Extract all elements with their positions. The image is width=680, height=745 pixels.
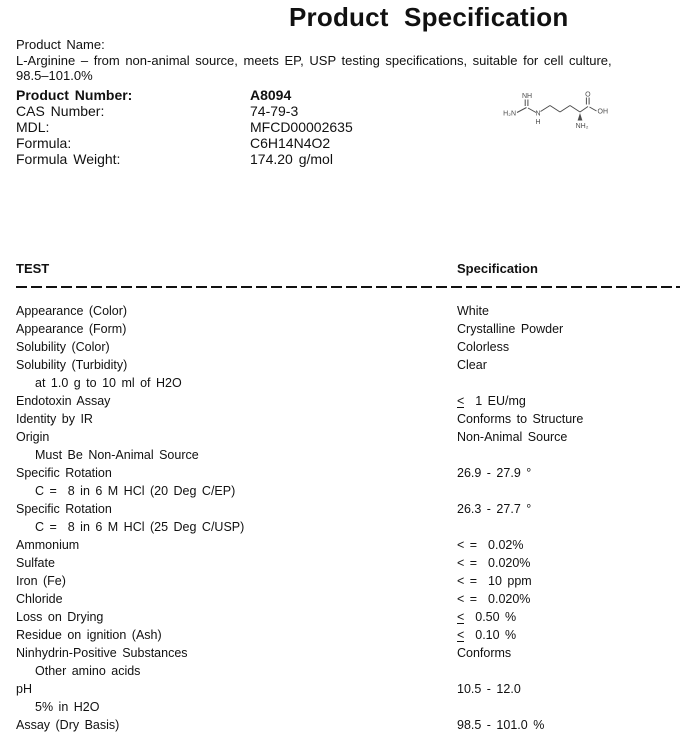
spec-cell: 26.9 - 27.9 °	[457, 466, 532, 480]
product-info-value: 74-79-3	[250, 103, 299, 119]
table-row	[16, 718, 680, 736]
test-cell: Solubility (Color)	[16, 340, 110, 354]
atom-label-nh2: NH₂	[575, 123, 589, 130]
test-cell: Ammonium	[16, 538, 80, 552]
test-cell: Identity by IR	[16, 412, 93, 426]
product-info-label: CAS Number:	[16, 103, 105, 119]
table-row	[16, 538, 680, 556]
table-row	[16, 502, 680, 520]
product-name-line2: 98.5–101.0%	[16, 68, 93, 83]
chemical-structure	[490, 84, 630, 139]
spec-cell: < = 0.02%	[457, 538, 524, 552]
product-name-line1: L-Arginine – from non-animal source, meets EP, USP testing specifications, suitable for cell culture,	[16, 53, 612, 68]
test-cell: Specific Rotation	[16, 502, 112, 516]
test-cell: Iron (Fe)	[16, 574, 66, 588]
spec-cell: Conforms to Structure	[457, 412, 584, 426]
spec-cell: < 0.50 %	[457, 610, 517, 624]
product-info-label: Formula:	[16, 135, 72, 151]
spec-cell: 98.5 - 101.0 %	[457, 718, 545, 732]
atom-label-h: H	[535, 119, 541, 126]
table-row	[16, 646, 680, 664]
test-cell: Chloride	[16, 592, 63, 606]
atom-label-imine-nh: NH	[521, 93, 533, 100]
test-cell: Must Be Non-Animal Source	[35, 448, 199, 462]
product-info-row	[16, 151, 353, 167]
product-info-row	[16, 119, 353, 135]
spec-cell: Conforms	[457, 646, 512, 660]
product-name-block	[16, 37, 666, 83]
product-info-label: Formula Weight:	[16, 151, 121, 167]
spec-cell: White	[457, 304, 489, 318]
test-cell: Residue on ignition (Ash)	[16, 628, 162, 642]
test-cell: pH	[16, 682, 32, 696]
spec-cell: < 1 EU/mg	[457, 394, 526, 408]
test-cell: Appearance (Color)	[16, 304, 128, 318]
product-name-label: Product Name:	[16, 37, 105, 52]
spec-cell: 26.3 - 27.7 °	[457, 502, 532, 516]
test-cell: Origin	[16, 430, 50, 444]
atom-label-oh: OH	[597, 108, 608, 116]
product-info-value: 174.20 g/mol	[250, 151, 333, 167]
table-row	[16, 592, 680, 610]
table-row	[16, 394, 680, 412]
atom-label-o: O	[585, 91, 591, 99]
product-info-row	[16, 103, 353, 119]
spec-cell: < 0.10 %	[457, 628, 517, 642]
table-row	[16, 610, 680, 628]
less-than-or-equal-symbol: <	[457, 628, 465, 642]
table-row	[16, 376, 680, 394]
table-row	[16, 304, 680, 322]
page-title: Product Specification	[289, 2, 569, 32]
atom-label-n: N	[535, 110, 541, 118]
test-cell: Ninhydrin-Positive Substances	[16, 646, 188, 660]
spec-cell: < = 10 ppm	[457, 574, 532, 588]
test-cell: Sulfate	[16, 556, 55, 570]
test-cell: Endotoxin Assay	[16, 394, 111, 408]
atom-label-h2n: H₂N	[503, 110, 516, 118]
test-cell: C = 8 in 6 M HCl (20 Deg C/EP)	[35, 484, 236, 498]
table-row	[16, 574, 680, 592]
table-row	[16, 628, 680, 646]
spec-cell: < = 0.020%	[457, 592, 531, 606]
product-info-value: A8094	[250, 87, 292, 103]
table-row	[16, 340, 680, 358]
table-row	[16, 700, 680, 718]
spec-cell: Crystalline Powder	[457, 322, 564, 336]
table-header-row	[16, 261, 680, 277]
spec-cell: Clear	[457, 358, 487, 372]
less-than-or-equal-symbol: <	[457, 394, 465, 408]
product-info-row	[16, 135, 353, 151]
spec-cell: Colorless	[457, 340, 510, 354]
spec-cell: < = 0.020%	[457, 556, 531, 570]
table-row	[16, 466, 680, 484]
test-cell: Assay (Dry Basis)	[16, 718, 120, 732]
table-row	[16, 448, 680, 466]
test-cell: C = 8 in 6 M HCl (25 Deg C/USP)	[35, 520, 245, 534]
spec-rows	[16, 304, 680, 736]
product-info-value: C6H14N4O2	[250, 135, 331, 151]
test-cell: 5% in H2O	[35, 700, 100, 714]
test-cell: at 1.0 g to 10 ml of H2O	[35, 376, 182, 390]
table-row	[16, 520, 680, 538]
test-cell: Specific Rotation	[16, 466, 112, 480]
table-row	[16, 682, 680, 700]
table-row	[16, 484, 680, 502]
specification-column-header: Specification	[457, 261, 538, 276]
product-info-label: Product Number:	[16, 87, 133, 103]
spec-cell: Non-Animal Source	[457, 430, 568, 444]
test-cell: Appearance (Form)	[16, 322, 127, 336]
specification-table	[16, 261, 680, 736]
table-row	[16, 664, 680, 682]
table-row	[16, 358, 680, 376]
l-arginine-structure-drawing	[490, 84, 630, 139]
table-row	[16, 322, 680, 340]
product-info-row	[16, 87, 353, 103]
test-column-header: TEST	[16, 261, 50, 276]
test-cell: Loss on Drying	[16, 610, 104, 624]
table-row	[16, 556, 680, 574]
product-info-value: MFCD00002635	[250, 119, 353, 135]
spec-cell: 10.5 - 12.0	[457, 682, 521, 696]
product-info	[16, 87, 353, 167]
test-cell: Solubility (Turbidity)	[16, 358, 128, 372]
product-info-label: MDL:	[16, 119, 50, 135]
stereo-wedge-bond	[578, 113, 583, 121]
table-row	[16, 412, 680, 430]
test-cell: Other amino acids	[35, 664, 141, 678]
less-than-or-equal-symbol: <	[457, 610, 465, 624]
dashed-divider	[16, 286, 680, 288]
table-row	[16, 430, 680, 448]
